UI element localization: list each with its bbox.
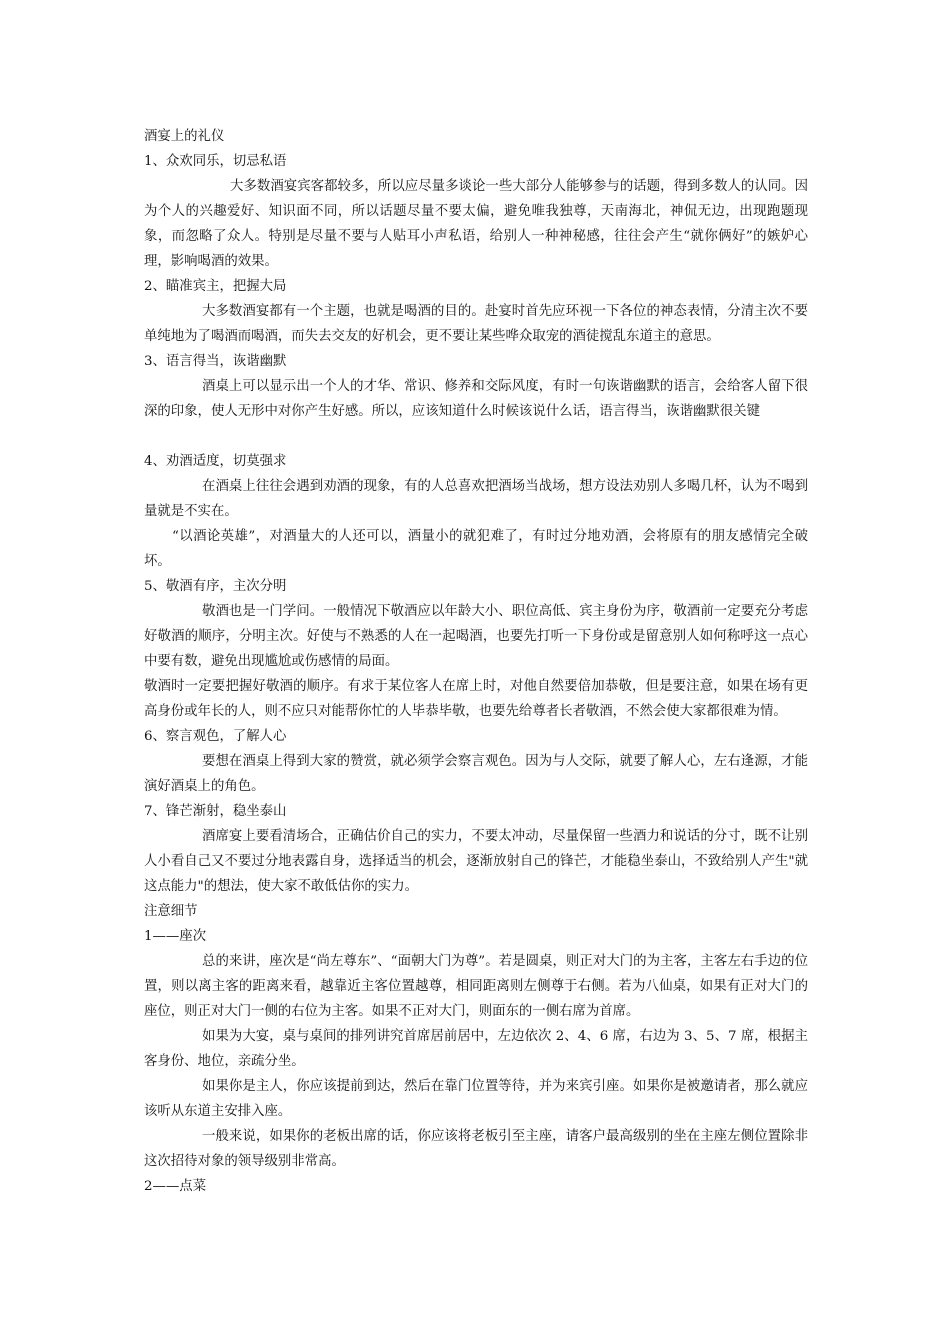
blank-line: [144, 424, 808, 449]
notes-heading: 注意细节: [144, 904, 198, 919]
document-page: [144, 124, 808, 1199]
section-5-paragraph-2: 敬酒时一定要把握好敬酒的顺序。有求于某位客人在席上时，对他自然要倍加恭敬，但是要注意，如果在场有更高身份或年长的人，则不应只对能帮你忙的人毕恭毕敬，也要先给尊者长者敬酒，不然会使大家都很难为情。: [144, 679, 808, 719]
section-4-paragraph-1: 在酒桌上往往会遇到劝酒的现象，有的人总喜欢把酒场当战场，想方设法劝别人多喝几杯，认为不喝到量就是不实在。: [144, 479, 808, 519]
section-2-paragraph: 大多数酒宴都有一个主题，也就是喝酒的目的。赴宴时首先应环视一下各位的神态表情，分清主次不要单纯地为了喝酒而喝酒，而失去交友的好机会，更不要让某些哗众取宠的酒徒搅乱东道主的意思。: [144, 304, 808, 344]
notes-item-1-heading: 1——座次: [144, 929, 207, 944]
section-3-paragraph: 酒桌上可以显示出一个人的才华、常识、修养和交际风度，有时一句诙谐幽默的语言，会给客人留下很深的印象，使人无形中对你产生好感。所以，应该知道什么时候该说什么话，语言得当，诙谐幽默很关键: [144, 379, 808, 419]
section-heading-4: 4、劝酒适度，切莫强求: [144, 454, 287, 469]
notes-item-1-paragraph-3: 如果你是主人，你应该提前到达，然后在靠门位置等待，并为来宾引座。如果你是被邀请者，那么就应该听从东道主安排入座。: [144, 1079, 808, 1119]
notes-item-1-paragraph-4: 一般来说，如果你的老板出席的话，你应该将老板引至主座，请客户最高级别的坐在主座左侧位置除非这次招待对象的领导级别非常高。: [144, 1129, 808, 1169]
section-heading-1: 1、众欢同乐，切忌私语: [144, 154, 287, 169]
section-1-paragraph: 大多数酒宴宾客都较多，所以应尽量多谈论一些大部分人能够参与的话题，得到多数人的认同。因为个人的兴趣爱好、知识面不同，所以话题尽量不要太偏，避免唯我独尊，天南海北，神侃无边，出现跑题现象，而忽略了众人。特别是尽量不要与人贴耳小声私语，给别人一种神秘感，往往会产生“就你俩好”的嫉妒心理，影响喝酒的效果。: [144, 179, 808, 269]
section-4-paragraph-2: “以酒论英雄”，对酒量大的人还可以，酒量小的就犯难了，有时过分地劝酒，会将原有的朋友感情完全破坏。: [144, 529, 808, 569]
section-heading-2: 2、瞄准宾主，把握大局: [144, 279, 287, 294]
section-heading-5: 5、敬酒有序，主次分明: [144, 579, 287, 594]
section-6-paragraph: 要想在酒桌上得到大家的赞赏，就必须学会察言观色。因为与人交际，就要了解人心，左右逢源，才能演好酒桌上的角色。: [144, 754, 808, 794]
notes-item-1-paragraph-1: 总的来讲，座次是“尚左尊东”、“面朝大门为尊”。若是圆桌，则正对大门的为主客，主客左右手边的位置，则以离主客的距离来看，越靠近主客位置越尊，相同距离则左侧尊于右侧。若为八仙桌，如果有正对大门的座位，则正对大门一侧的右位为主客。如果不正对大门，则面东的一侧右席为首席。: [144, 954, 808, 1019]
section-heading-7: 7、锋芒渐射，稳坐泰山: [144, 804, 287, 819]
notes-item-1-paragraph-2: 如果为大宴，桌与桌间的排列讲究首席居前居中，左边依次 2、4、6 席，右边为 3、5、7 席，根据主客身份、地位，亲疏分坐。: [144, 1029, 808, 1069]
document-title: 酒宴上的礼仪: [144, 129, 225, 144]
section-heading-3: 3、语言得当，诙谐幽默: [144, 354, 287, 369]
section-5-paragraph-1: 敬酒也是一门学问。一般情况下敬酒应以年龄大小、职位高低、宾主身份为序，敬酒前一定要充分考虑好敬酒的顺序，分明主次。好使与不熟悉的人在一起喝酒，也要先打听一下身份或是留意别人如何称呼这一点心中要有数，避免出现尴尬或伤感情的局面。: [144, 604, 808, 669]
section-7-paragraph: 酒席宴上要看清场合，正确估价自己的实力，不要太冲动，尽量保留一些酒力和说话的分寸，既不让别人小看自己又不要过分地表露自身，选择适当的机会，逐渐放射自己的锋芒，才能稳坐泰山，不致给别人产生"就这点能力"的想法，使大家不敢低估你的实力。: [144, 829, 808, 894]
section-heading-6: 6、察言观色，了解人心: [144, 729, 287, 744]
notes-item-2-heading: 2——点菜: [144, 1179, 207, 1194]
